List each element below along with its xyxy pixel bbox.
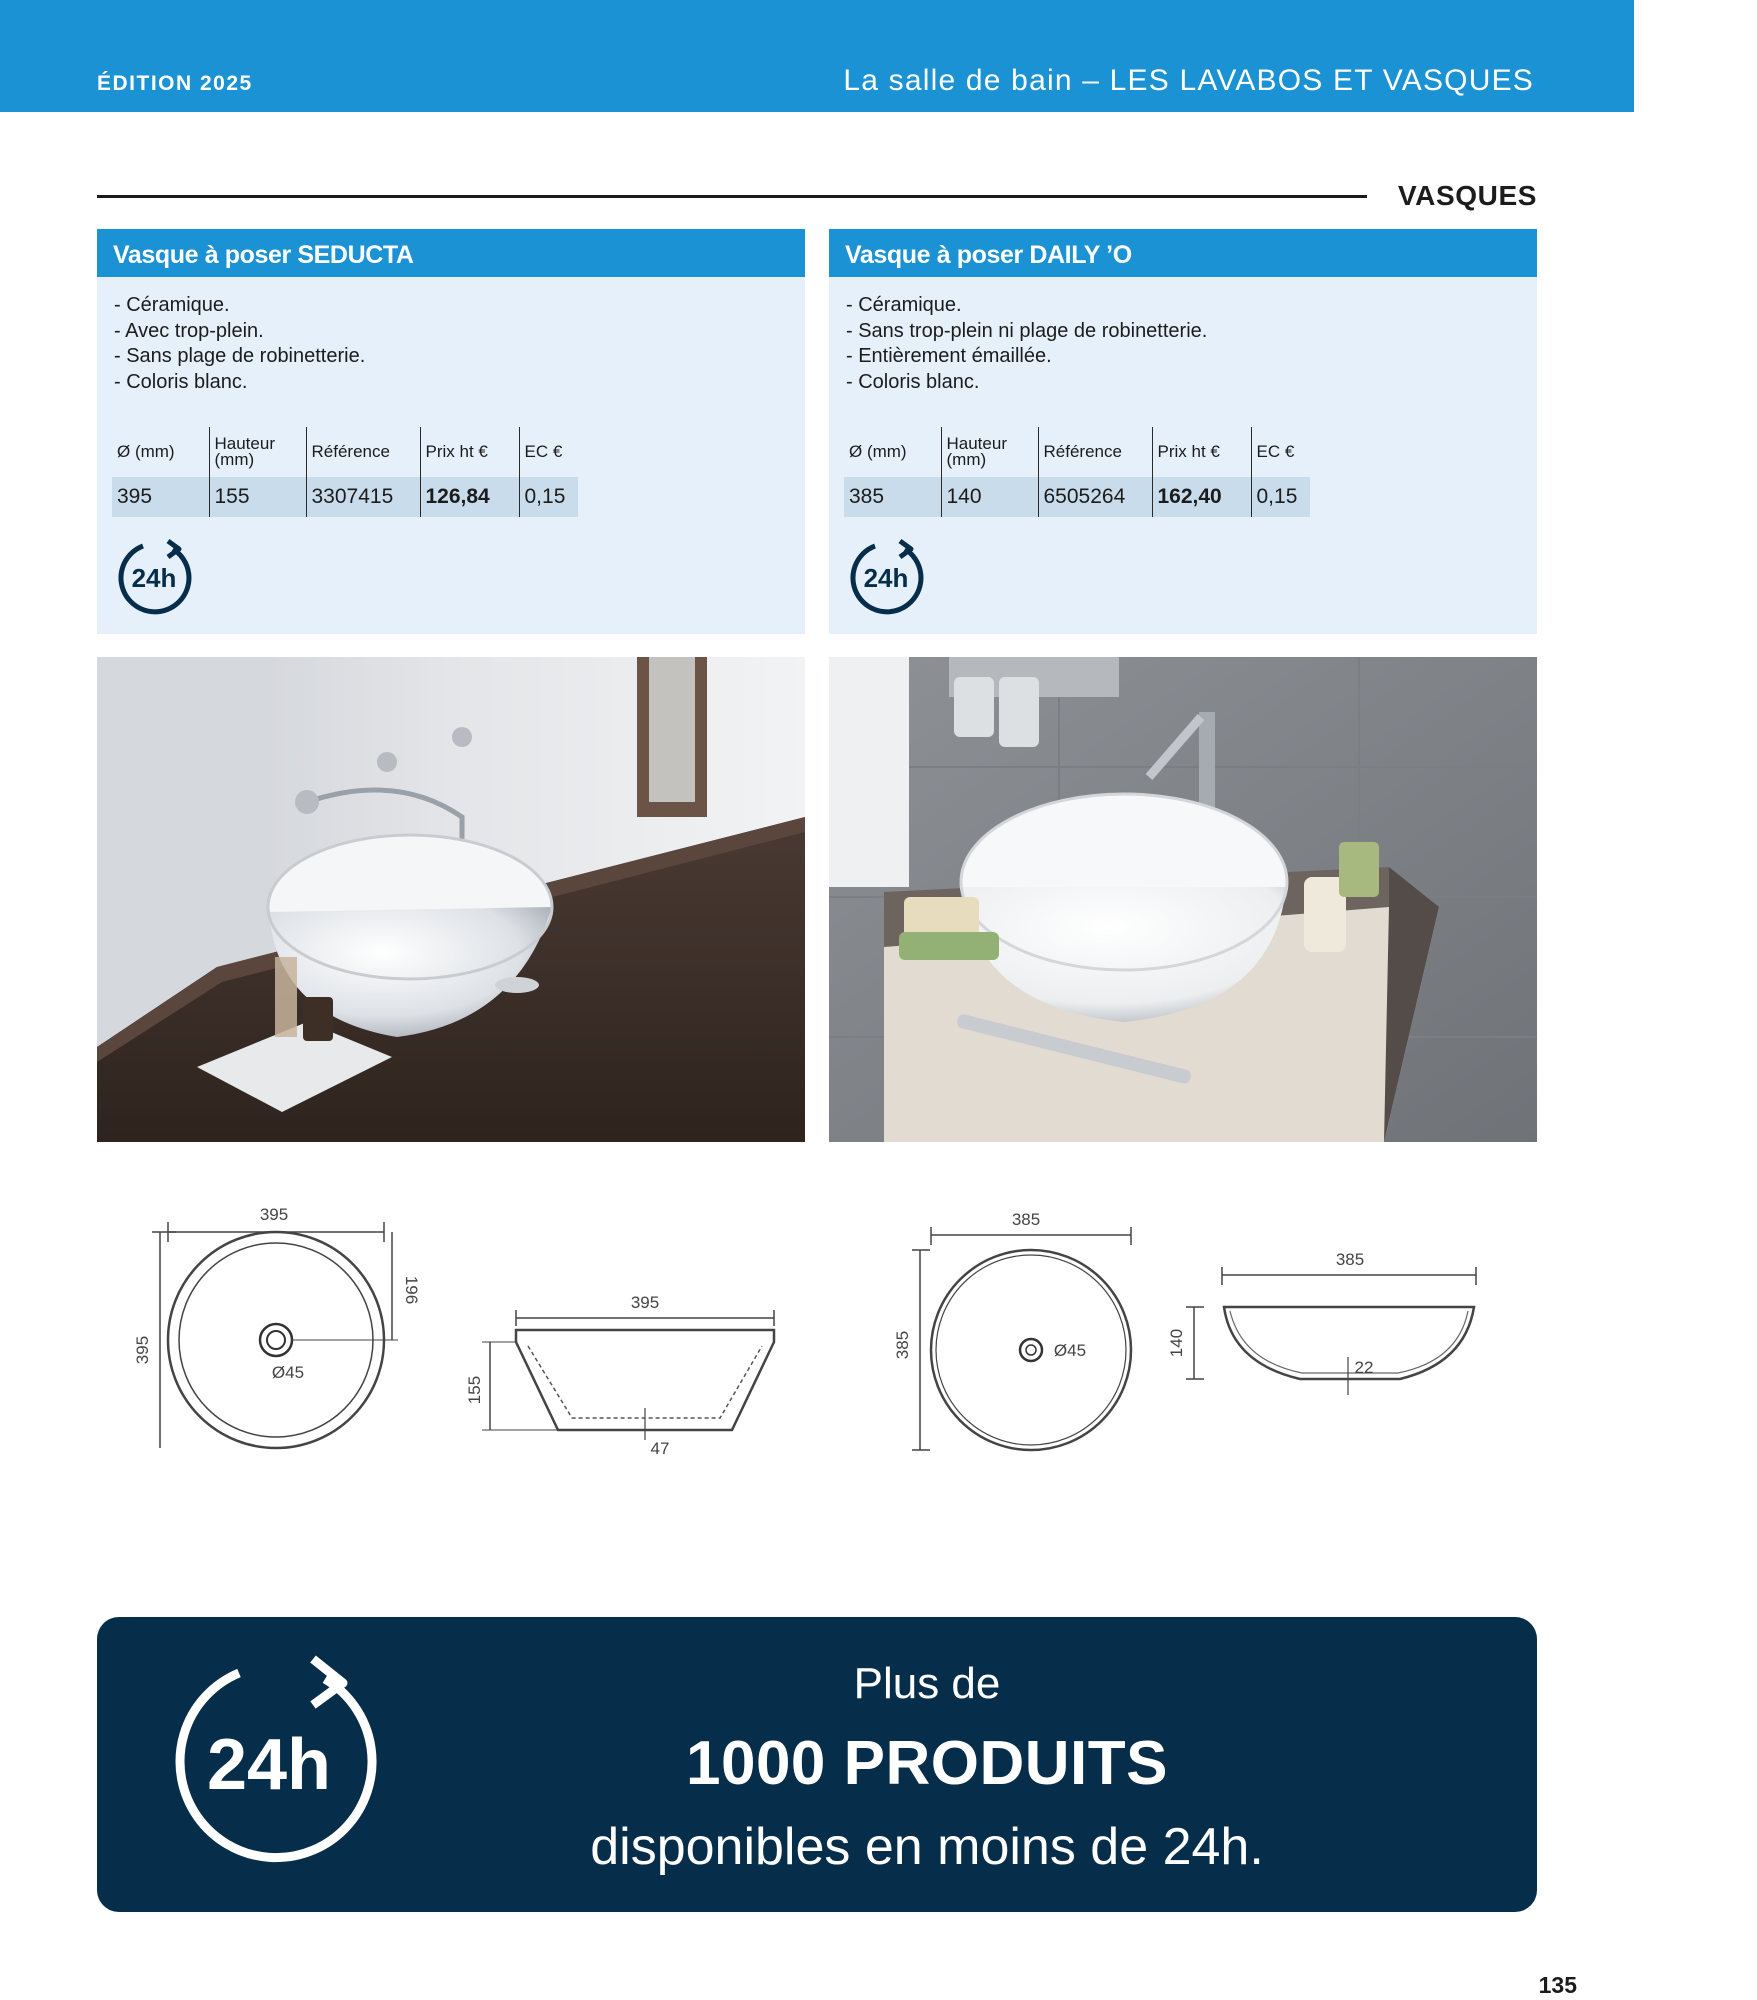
seducta-product-photo [97,657,805,1142]
cell-reference: 6505264 [1038,477,1152,517]
feature-item: - Avec trop-plein. [114,319,264,342]
page-title: La salle de bain – LES LAVABOS ET VASQUES [843,64,1534,97]
cell-reference: 3307415 [306,477,420,517]
product-title: Vasque à poser SEDUCTA [97,229,805,277]
feature-item: - Coloris blanc. [846,370,980,393]
col-header-diameter: Ø (mm) [849,442,907,461]
col-header-ec: EC € [519,427,578,477]
dim-top-height: 385 [893,1330,912,1360]
daily-o-side-view-drawing [1160,1245,1490,1410]
feature-item: - Sans plage de robinetterie. [114,345,366,367]
dim-offset: 196 [402,1275,421,1305]
seducta-side-view-drawing [465,1290,790,1460]
page-number: 135 [1538,1972,1577,1998]
daily-o-product-photo [829,657,1537,1142]
dim-drain-depth: 22 [1354,1358,1374,1377]
banner-badge-label: 24h [206,1725,332,1805]
cell-price: 162,40 [1152,477,1251,517]
feature-item: - Céramique. [114,294,230,316]
cell-diameter: 395 [112,477,209,517]
cell-price: 126,84 [420,477,519,517]
spec-table [112,427,578,517]
dim-top-width: 395 [259,1205,289,1224]
col-header-height: Hauteur (mm) [941,427,1038,477]
col-header-price: Prix ht € [420,427,519,477]
daily-o-top-view-drawing [890,1205,1150,1455]
dim-side-height: 155 [465,1375,484,1405]
col-header-reference: Référence [306,427,420,477]
dim-side-width: 385 [1335,1250,1365,1269]
product-panel-daily-o [829,229,1537,634]
edition-label: ÉDITION 2025 [97,72,253,95]
spec-table [844,427,1310,517]
dim-top-width: 385 [1011,1210,1041,1229]
cell-height: 155 [209,477,306,517]
dim-drain: Ø45 [271,1363,305,1382]
col-header-reference: Référence [1038,427,1152,477]
table-row [112,477,578,517]
dim-drain: Ø45 [1053,1341,1087,1360]
banner-line-3: disponibles en moins de 24h. [590,1818,1264,1876]
table-row [844,477,1310,517]
cell-height: 140 [941,477,1038,517]
24h-delivery-icon [845,537,927,619]
banner-line-2: 1000 PRODUITS [685,1729,1168,1798]
feature-item: - Céramique. [846,294,962,316]
product-panel-seducta [97,229,805,634]
cell-ec: 0,15 [1251,477,1310,517]
badge-label: 24h [863,563,909,593]
product-title: Vasque à poser DAILY ’O [829,229,1537,277]
col-header-height: Hauteur (mm) [209,427,306,477]
promo-banner [97,1617,1537,1912]
24h-delivery-icon [113,537,195,619]
feature-list [97,277,805,395]
col-header-ec: EC € [1251,427,1310,477]
cell-diameter: 385 [844,477,941,517]
feature-item: - Sans trop-plein ni plage de robinetterie. [846,319,1208,342]
badge-label: 24h [131,563,177,593]
dim-drain-depth: 47 [650,1439,670,1458]
col-header-price: Prix ht € [1152,427,1251,477]
feature-list [829,277,1537,395]
feature-item: - Coloris blanc. [114,370,248,393]
banner-line-1: Plus de [853,1659,1001,1708]
dim-side-width: 395 [630,1293,660,1312]
cell-ec: 0,15 [519,477,578,517]
section-divider [97,195,1367,198]
header-bar [0,0,1634,112]
dim-side-height: 140 [1167,1328,1186,1358]
feature-item: - Entièrement émaillée. [846,345,1052,367]
seducta-top-view-drawing [130,1190,430,1460]
dim-top-height: 395 [133,1335,152,1365]
section-label: VASQUES [1397,180,1537,211]
col-header-diameter: Ø (mm) [117,442,175,461]
